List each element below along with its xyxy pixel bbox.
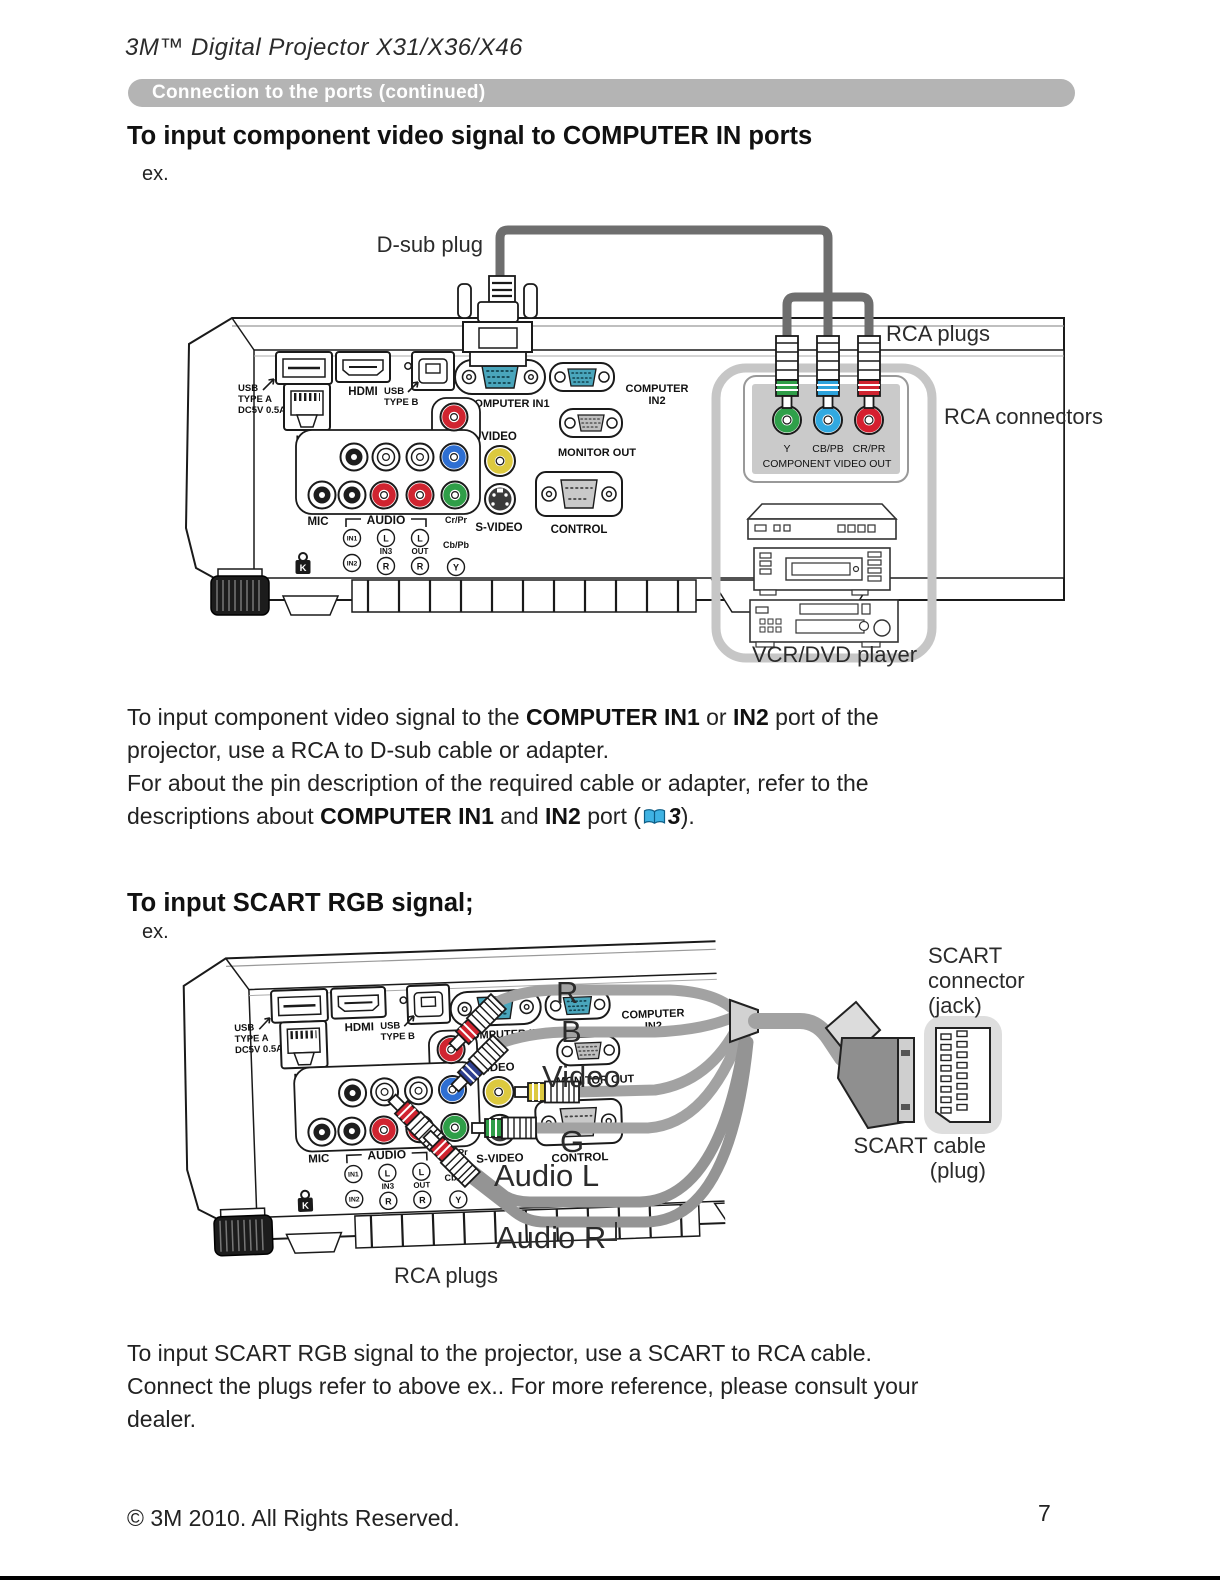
scart-audio-r-label: Audio R [496,1220,607,1255]
body-line: To input component video signal to the COMPUTER IN1 or IN2 port of the [127,704,879,730]
heading-scart: To input SCART RGB signal; [127,889,474,917]
vcr-dvd-devices [748,504,898,647]
component-cr-label: CR/PR [852,443,886,455]
body-line: To input SCART RGB signal to the projector, use a SCART to RCA cable. [127,1340,872,1366]
svg-text:connector: connector [928,968,1025,993]
book-reference-icon [643,808,666,826]
body-line: Connect the plugs refer to above ex.. For more reference, please consult your [127,1373,919,1399]
dsub-plug [458,276,537,366]
body-scart [127,1337,1057,1436]
dsub-to-rca-cable [500,230,828,299]
heading-component: To input component video signal to COMPUTER IN ports [127,122,813,150]
rca-connectors-label: RCA connectors [944,404,1103,429]
body-line: projector, use a RCA to D-sub cable or adapter. [127,737,609,763]
scart-jack [924,1016,1002,1134]
scart-b-label: B [561,1014,582,1049]
rca-plugs-label: RCA plugs [886,321,990,346]
scart-plug [826,1002,914,1128]
svg-text:(jack): (jack) [928,993,982,1018]
scart-audio-l-label: Audio L [494,1158,600,1193]
rca-plugs-label-2: RCA plugs [394,1263,498,1288]
bottom-rule [0,1576,1220,1580]
diagram-component-video [186,230,1103,667]
scart-r-label: R [556,975,579,1010]
body-line: For about the pin description of the required cable or adapter, refer to the [127,770,869,796]
dsub-plug-label: D-sub plug [376,232,483,257]
body-line: descriptions about COMPUTER IN1 and IN2 port ( 3). [127,803,695,829]
vcr-dvd-label: VCR/DVD player [752,642,918,667]
body-line: dealer. [127,1406,197,1432]
scart-cable-label: SCART cable [853,1133,986,1158]
component-y-label: Y [783,443,791,455]
page-number: 7 [1038,1500,1051,1526]
footer-copyright: © 3M 2010. All Rights Reserved. [127,1505,460,1531]
body-component [127,701,1057,833]
scart-video-label: Video [542,1059,621,1094]
component-cb-label: CB/PB [812,443,844,455]
section-banner: Connection to the ports (continued) [128,79,1075,107]
document-title: 3M™ Digital Projector X31/X36/X46 [125,34,524,61]
scart-g-label: G [560,1124,585,1159]
example-label-2: ex. [142,921,169,943]
diagram-scart-rgb [180,929,1068,1288]
example-label-1: ex. [142,163,169,185]
scart-connector-label: SCART [928,943,1003,968]
component-out-caption: COMPONENT VIDEO OUT [762,458,892,470]
svg-text:(plug): (plug) [929,1158,986,1183]
